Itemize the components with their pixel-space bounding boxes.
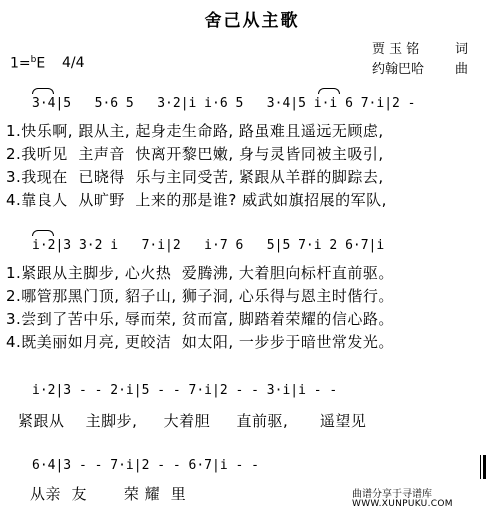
- composer-name: 约翰巴哈: [372, 62, 425, 77]
- score-notes-line-2: i·2|3 3·2 i 7·i|2 i·7 6 5|5 7·i 2 6·7|i: [32, 238, 385, 253]
- lyric-line-2-verse-1: 1.紧跟从主脚步, 心火热 爱腾沸, 大着胆向标杆直前驱。: [6, 264, 394, 282]
- lyric-line-1-verse-2: 2.我听见 主声音 快离开黎巴嫩, 身与灵皆同被主吸引,: [6, 145, 384, 163]
- lyricist-role: 词: [455, 42, 469, 57]
- lyric-line-1-verse-1: 1.快乐啊, 跟从主, 起身走生命路, 路虽难且遥远无顾虑,: [6, 122, 384, 140]
- lyric-line-4: 从亲 友 荣 耀 里: [30, 485, 187, 503]
- score-notes-line-1: 3·4|5 5·6 5 3·2|i i·6 5 3·4|5 i·i 6 7·i|2 -: [32, 96, 416, 111]
- branding-text: 曲谱分享于寻谱库: [352, 489, 432, 500]
- song-title: 舍己从主歌: [204, 11, 300, 31]
- score-notes-line-3: i·2|3 - - 2·i|5 - - 7·i|2 - - 3·i|i - -: [32, 383, 338, 398]
- slur: [32, 230, 54, 236]
- final-barline: [480, 455, 487, 479]
- lyric-line-2-verse-3: 3.尝到了苦中乐, 辱而荣, 贫而富, 脚踏着荣耀的信心路。: [6, 310, 394, 328]
- lyric-line-2-verse-2: 2.哪管那黑门顶, 貂子山, 狮子洞, 心乐得与恩主时偕行。: [6, 287, 394, 305]
- composer-role: 曲: [455, 62, 469, 77]
- score-notes-line-4: 6·4|3 - - 7·i|2 - - 6·7|i - -: [32, 458, 259, 473]
- key-signature: 1=$^b$E: [10, 55, 46, 72]
- lyric-line-3: 紧跟从 主脚步, 大着胆 直前驱, 遥望见: [18, 412, 367, 430]
- branding-url: WWW.XUNPUKU.COM: [352, 499, 453, 509]
- slur: [32, 88, 54, 94]
- lyricist-name: 贾 玉 铭: [372, 42, 420, 57]
- time-signature: 4/4: [62, 55, 85, 71]
- lyric-line-2-verse-4: 4.既美丽如月亮, 更皎洁 如太阳, 一步步于暗世常发光。: [6, 333, 394, 351]
- lyric-line-1-verse-4: 4.靠良人 从旷野 上来的那是谁? 威武如旗招展的军队,: [6, 191, 387, 209]
- lyric-line-1-verse-3: 3.我现在 已晓得 乐与主同受苦, 紧跟从羊群的脚踪去,: [6, 168, 384, 186]
- slur: [318, 88, 340, 94]
